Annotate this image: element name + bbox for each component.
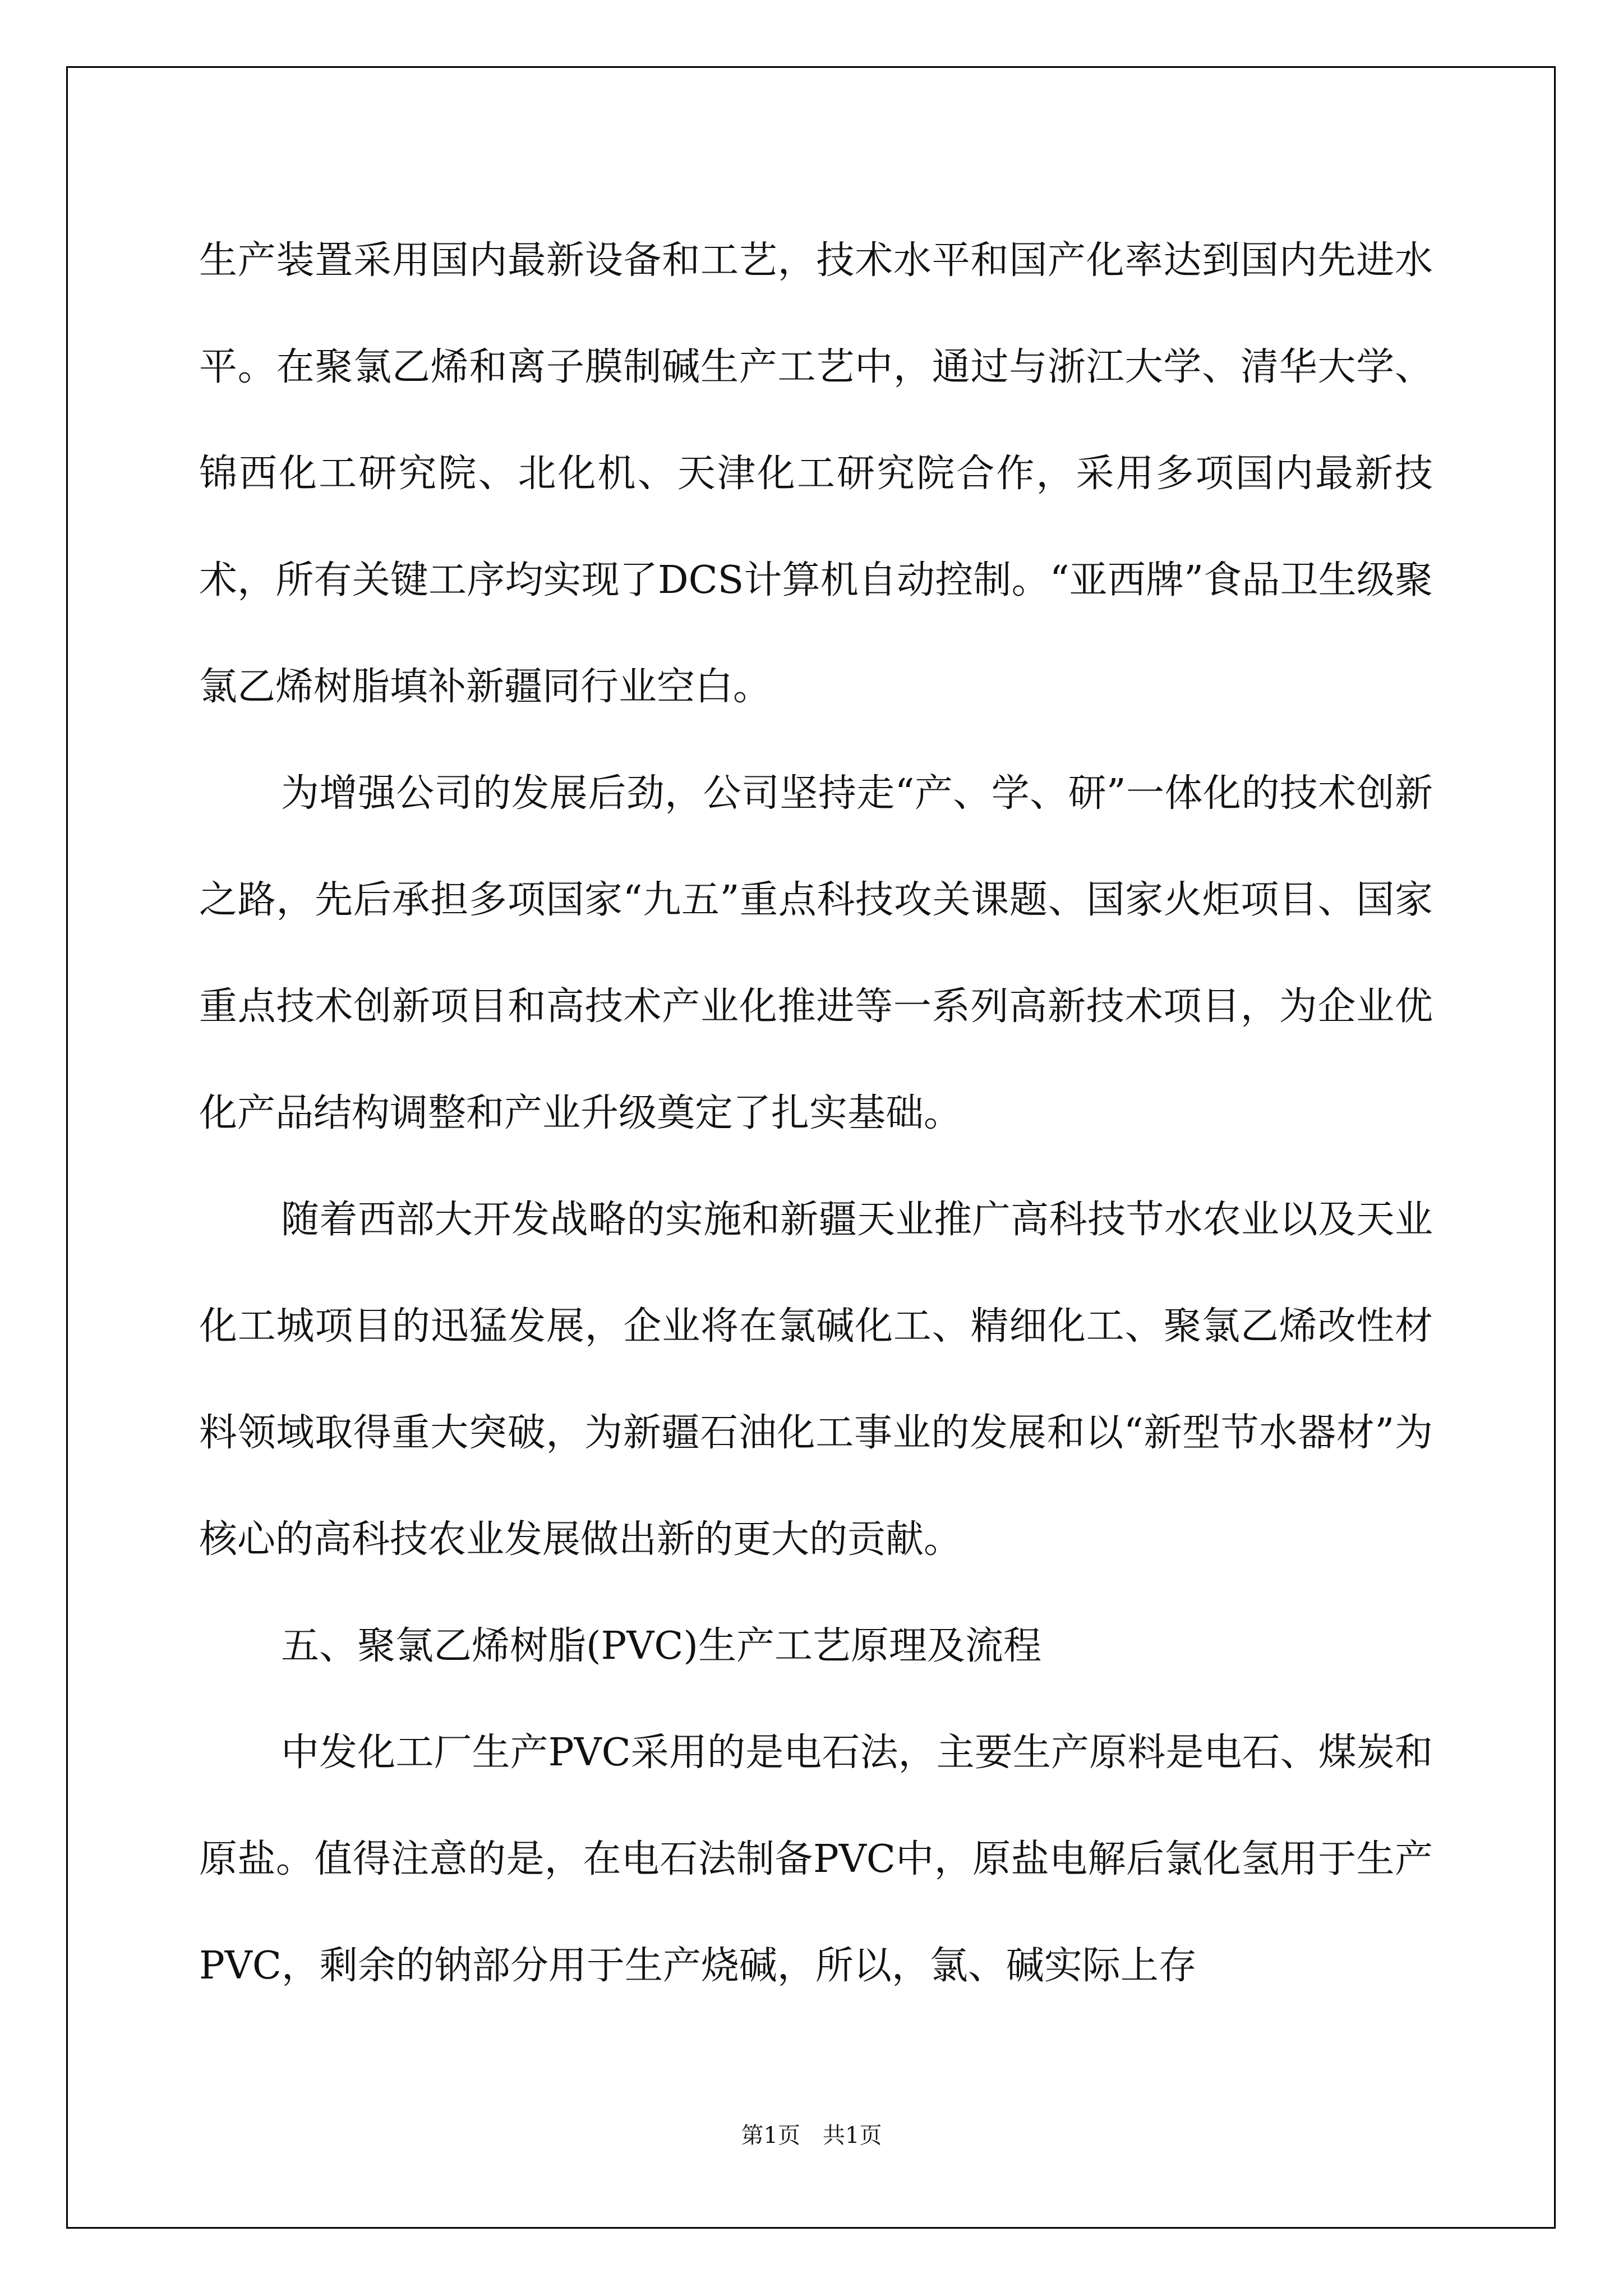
paragraph-4: 中发化工厂生产PVC采用的是电石法，主要生产原料是电石、煤炭和原盐。值得注意的是，在电石法制备PVC中，原盐电解后氯化氢用于生产PVC，剩余的钠部分用于生产烧碱，所以，氯、碱实际上存 [199, 1731, 1433, 1988]
paragraph-2: 为增强公司的发展后劲，公司坚持走“产、学、研”一体化的技术创新之路，先后承担多项国家“九五”重点科技攻关课题、国家火炬项目、国家重点技术创新项目和高技术产业化推进等一系列高新技术项目，为企业优化产品结构调整和产业升级奠定了扎实基础。 [199, 771, 1433, 1135]
paragraph-3: 随着西部大开发战略的实施和新疆天业推广高科技节水农业以及天业化工城项目的迅猛发展，企业将在氯碱化工、精细化工、聚氯乙烯改性材料领域取得重大突破，为新疆石油化工事业的发展和以“新型节水器材”为核心的高科技农业发展做出新的更大的贡献。 [199, 1198, 1433, 1562]
page-footer [0, 2118, 1623, 2150]
page-number: 第1页 [741, 2123, 800, 2148]
paragraph-1: 生产装置采用国内最新设备和工艺，技术水平和国产化率达到国内先进水平。在聚氯乙烯和离子膜制碱生产工艺中，通过与浙江大学、清华大学、锦西化工研究院、北化机、天津化工研究院合作，采用多项国内最新技术，所有关键工序均实现了DCS计算机自动控制。“亚西牌”食品卫生级聚氯乙烯树脂填补新疆同行业空白。 [199, 238, 1433, 709]
page-total: 共1页 [823, 2123, 882, 2148]
document-body [199, 208, 1433, 2019]
section-heading: 五、聚氯乙烯树脂(PVC)生产工艺原理及流程 [281, 1624, 1041, 1668]
